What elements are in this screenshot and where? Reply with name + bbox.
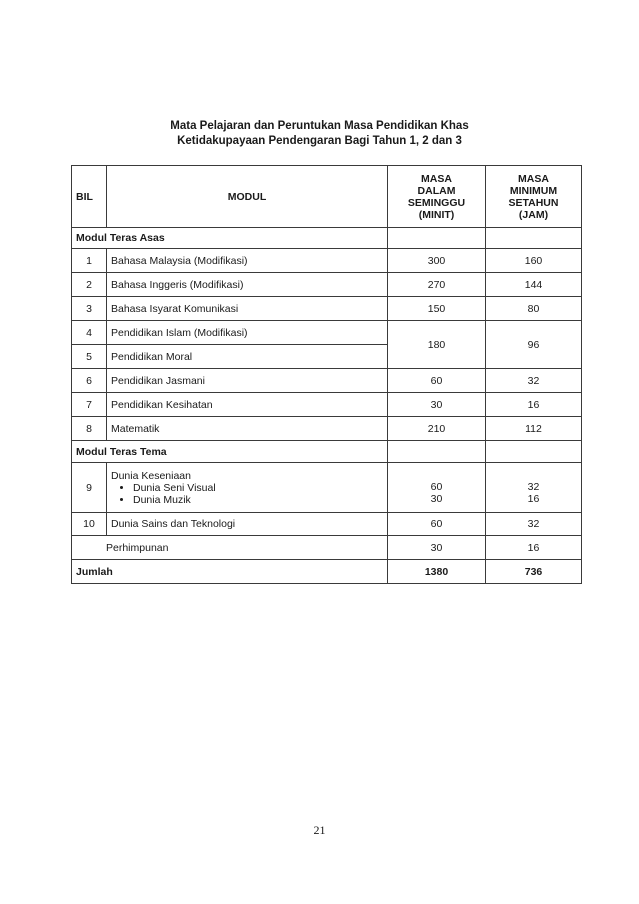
jam-value: 32 bbox=[527, 480, 540, 493]
row-bil: 1 bbox=[72, 249, 107, 273]
header-modul: MODUL bbox=[107, 166, 388, 228]
section-empty-cell bbox=[486, 441, 582, 463]
group-heading: Dunia Keseniaan bbox=[111, 469, 191, 482]
section-empty-cell bbox=[486, 228, 582, 249]
row-jam-shared: 96 bbox=[486, 321, 582, 369]
row-jam-stack bbox=[486, 463, 582, 513]
row-jam: 32 bbox=[486, 513, 582, 536]
row-minit: 150 bbox=[388, 297, 486, 321]
page-number: 21 bbox=[313, 823, 326, 837]
row-bil: 5 bbox=[72, 345, 107, 369]
header-seminggu-line: (MINIT) bbox=[418, 208, 455, 221]
row-modul: Bahasa Inggeris (Modifikasi) bbox=[107, 273, 388, 297]
section-row-tema bbox=[72, 441, 582, 463]
table-row bbox=[72, 249, 582, 273]
header-setahun-line: SETAHUN bbox=[508, 196, 559, 209]
row-jam: 80 bbox=[486, 297, 582, 321]
perhimpunan-minit: 30 bbox=[388, 536, 486, 560]
table-row bbox=[72, 513, 582, 536]
section-title-asas: Modul Teras Asas bbox=[72, 228, 388, 249]
allocation-table bbox=[71, 165, 582, 584]
header-setahun-line: MASA bbox=[518, 172, 549, 185]
jumlah-label: Jumlah bbox=[72, 560, 388, 584]
row-jam: 160 bbox=[486, 249, 582, 273]
perhimpunan-row bbox=[72, 536, 582, 560]
group-list bbox=[111, 482, 383, 506]
title-line-1: Mata Pelajaran dan Peruntukan Masa Pendidikan Khas bbox=[170, 120, 469, 132]
row-minit: 210 bbox=[388, 417, 486, 441]
row-modul: Pendidikan Kesihatan bbox=[107, 393, 388, 417]
row-minit-stack bbox=[388, 463, 486, 513]
perhimpunan-jam: 16 bbox=[486, 536, 582, 560]
header-masa-setahun bbox=[486, 166, 582, 228]
row-bil: 4 bbox=[72, 321, 107, 345]
table-row bbox=[72, 273, 582, 297]
row-bil: 8 bbox=[72, 417, 107, 441]
row-modul: Bahasa Malaysia (Modifikasi) bbox=[107, 249, 388, 273]
minit-value: 60 bbox=[430, 480, 443, 493]
table-row bbox=[72, 321, 582, 345]
row-bil: 2 bbox=[72, 273, 107, 297]
jumlah-jam: 736 bbox=[486, 560, 582, 584]
minit-value: 30 bbox=[430, 492, 443, 505]
row-modul: Dunia Sains dan Teknologi bbox=[107, 513, 388, 536]
row-modul: Bahasa Isyarat Komunikasi bbox=[107, 297, 388, 321]
header-setahun-line: MINIMUM bbox=[509, 184, 558, 197]
header-masa-seminggu bbox=[388, 166, 486, 228]
header-seminggu-line: MASA bbox=[421, 172, 452, 185]
table-row bbox=[72, 297, 582, 321]
section-title-tema: Modul Teras Tema bbox=[72, 441, 388, 463]
row-minit: 30 bbox=[388, 393, 486, 417]
document-title bbox=[0, 119, 639, 149]
row-bil: 10 bbox=[72, 513, 107, 536]
table-row bbox=[72, 417, 582, 441]
row-bil: 3 bbox=[72, 297, 107, 321]
row-modul: Matematik bbox=[107, 417, 388, 441]
row-jam: 112 bbox=[486, 417, 582, 441]
row-minit: 60 bbox=[388, 513, 486, 536]
row-minit-shared: 180 bbox=[388, 321, 486, 369]
title-line-2: Ketidakupayaan Pendengaran Bagi Tahun 1, 2 dan 3 bbox=[177, 135, 462, 147]
header-seminggu-line: SEMINGGU bbox=[407, 196, 466, 209]
row-jam: 144 bbox=[486, 273, 582, 297]
header-setahun-line: (JAM) bbox=[518, 208, 549, 221]
row-minit: 300 bbox=[388, 249, 486, 273]
row-bil: 6 bbox=[72, 369, 107, 393]
jumlah-minit: 1380 bbox=[388, 560, 486, 584]
row-modul: Pendidikan Moral bbox=[107, 345, 388, 369]
row-jam: 16 bbox=[486, 393, 582, 417]
row-bil: 9 bbox=[72, 463, 107, 513]
row-minit: 270 bbox=[388, 273, 486, 297]
jumlah-row bbox=[72, 560, 582, 584]
row-modul-group bbox=[107, 463, 388, 513]
row-minit: 60 bbox=[388, 369, 486, 393]
row-modul: Pendidikan Islam (Modifikasi) bbox=[107, 321, 388, 345]
section-empty-cell bbox=[388, 441, 486, 463]
row-bil: 7 bbox=[72, 393, 107, 417]
table-row bbox=[72, 393, 582, 417]
list-item: • Dunia Muzik bbox=[133, 494, 383, 506]
perhimpunan-label: Perhimpunan bbox=[72, 536, 388, 560]
header-row bbox=[72, 166, 582, 228]
header-seminggu-line: DALAM bbox=[417, 184, 456, 197]
list-item: • Dunia Seni Visual bbox=[133, 482, 383, 494]
table-row bbox=[72, 463, 582, 513]
section-empty-cell bbox=[388, 228, 486, 249]
row-jam: 32 bbox=[486, 369, 582, 393]
jam-value: 16 bbox=[527, 492, 540, 505]
row-modul: Pendidikan Jasmani bbox=[107, 369, 388, 393]
section-row-asas bbox=[72, 228, 582, 249]
header-bil: BIL bbox=[72, 166, 107, 228]
table-row bbox=[72, 369, 582, 393]
